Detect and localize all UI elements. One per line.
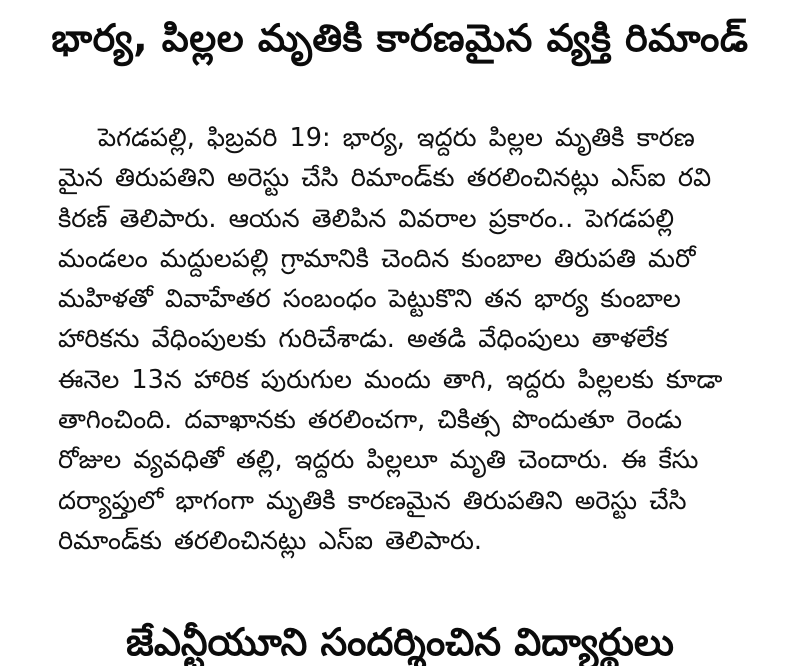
- article-line: కిరణ్ తెలిపారు. ఆయన తెలిపిన వివరాల ప్రకారం.. పెగడపల్లి: [58, 203, 675, 234]
- article-headline: భార్య, పిల్లల మృతికి కారణమైన వ్యక్తి రిమాండ్: [51, 16, 749, 60]
- article-line: రిమాండ్‌కు తరలించినట్లు ఎస్ఐ తెలిపారు.: [58, 525, 483, 556]
- article-line: పెగడపల్లి, ఫిబ్రవరి 19: భార్య, ఇద్దరు పిల్లల మృతికి కారణ: [98, 123, 695, 153]
- article-line: మండలం మద్దులపల్లి గ్రామానికి చెందిన కుంబాల తిరుపతి మరో: [58, 243, 696, 274]
- next-article-headline: జేఎన్టీయూని సందర్శించిన విద్యార్థులు: [126, 620, 674, 664]
- article-line: ఈనెల 13న హారిక పురుగుల మందు తాగి, ఇద్దరు పిల్లలకు కూడా: [58, 364, 723, 395]
- article-line: మహిళతో వివాహేతర సంబంధం పెట్టుకొని తన భార్య కుంబాల: [58, 284, 681, 315]
- article-line: తాగించింది. దవాఖానకు తరలించగా, చికిత్స పొందుతూ రెండు: [58, 405, 683, 436]
- article-body: [58, 118, 746, 561]
- article-line: హారికను వేధింపులకు గురిచేశాడు. అతడి వేధింపులు తాళలేక: [58, 324, 668, 355]
- article-line: దర్యాప్తులో భాగంగా మృతికి కారణమైన తిరుపతిని అరెస్టు చేసి: [58, 485, 687, 516]
- article-line: మైన తిరుపతిని అరెస్టు చేసి రిమాండ్‌కు తరలించినట్లు ఎస్ఐ రవి: [58, 163, 712, 194]
- article-line: రోజుల వ్యవధితో తల్లి, ఇద్దరు పిల్లలూ మృతి చెందారు. ఈ కేసు: [58, 445, 699, 476]
